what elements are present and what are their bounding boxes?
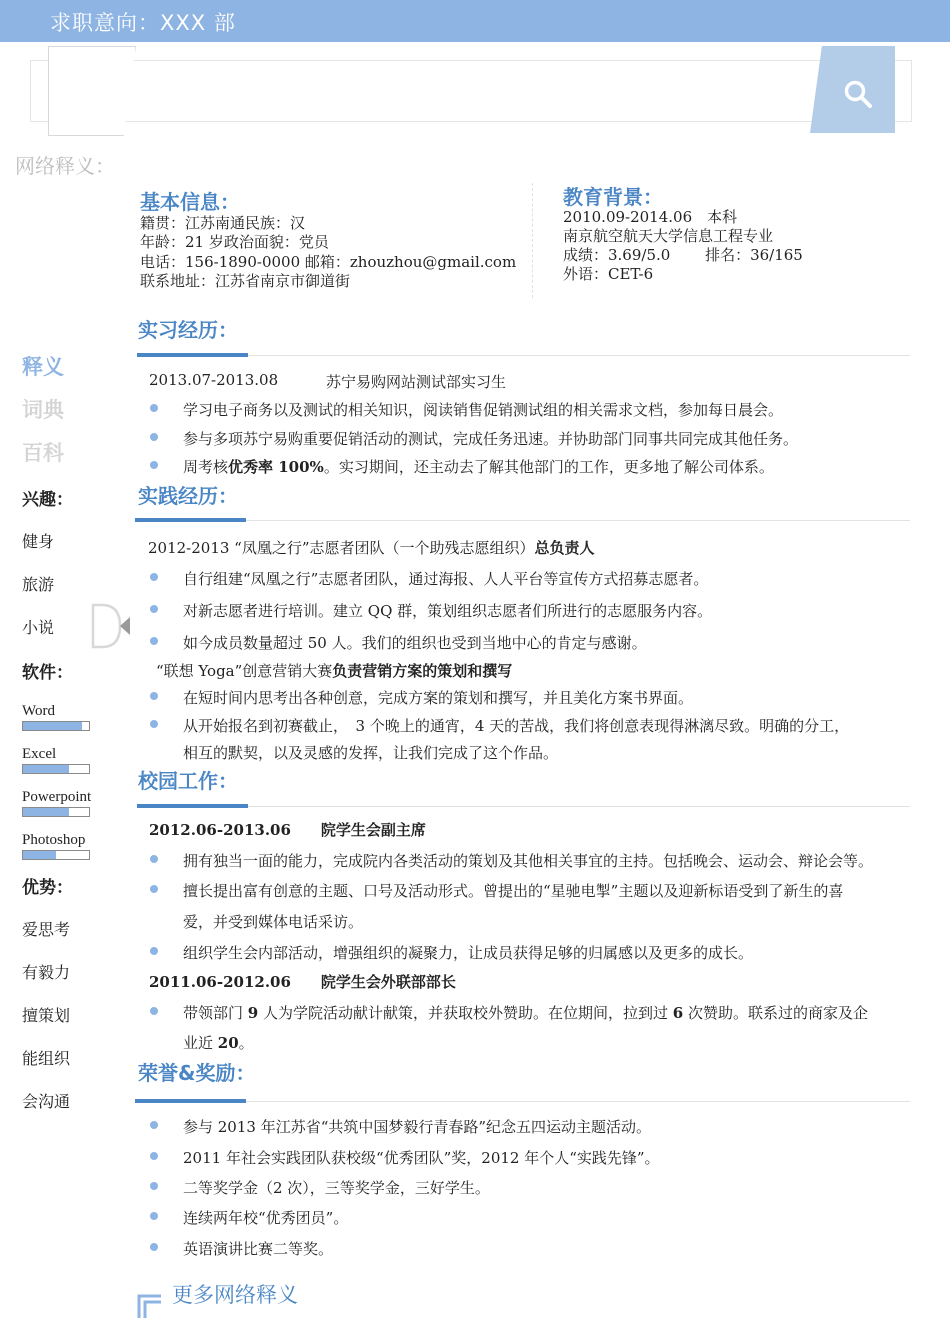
bullet	[150, 885, 158, 893]
tab-dictionary[interactable]: 词典	[22, 398, 64, 422]
search-box[interactable]	[30, 60, 912, 122]
internship-period: 2013.07-2013.08	[149, 371, 279, 389]
honor-item: 连续两年校“优秀团员”。	[183, 1209, 349, 1227]
search-icon	[843, 79, 873, 109]
internship-item: 参与多项苏宁易购重要促销活动的测试，完成任务迅速。并协助部门同事共同完成其他任务。	[183, 430, 799, 448]
campus-item-continued: 爱，并受到媒体电话采访。	[183, 913, 364, 931]
skill-level-fill	[23, 851, 56, 859]
bullet	[150, 433, 158, 441]
bullet	[150, 1007, 158, 1015]
skill-name: Word	[22, 703, 55, 719]
header-bar	[0, 0, 950, 42]
education-title: 教育背景：	[563, 185, 663, 209]
practice-item: 从开始报名到初赛截止， 3 个晚上的通宵，4 天的苦战，我们将创意表现得淋漓尽致。明确的分工，	[183, 717, 850, 735]
education-line: 南京航空航天大学信息工程专业	[563, 227, 774, 245]
practice-item: 自行组建“凤凰之行”志愿者团队，通过海报、人人平台等宣传方式招募志愿者。	[183, 570, 709, 588]
internship-item: 学习电子商务以及测试的相关知识，阅读销售促销测试组的相关需求文档，参加每日晨会。	[183, 401, 784, 419]
skill-level-fill	[23, 808, 69, 816]
interest-item: 旅游	[22, 575, 55, 594]
practice-item: 对新志愿者进行培训。建立 QQ 群，策划组织志愿者们所进行的志愿服务内容。	[183, 602, 713, 620]
bullet	[150, 404, 158, 412]
campus-item	[183, 1002, 868, 1023]
search-tab-shape	[48, 46, 136, 136]
strength-item: 擅策划	[22, 1006, 71, 1025]
bullet	[150, 1212, 158, 1220]
honor-item: 2011 年社会实践团队获校级“优秀团队”奖，2012 年个人“实践先锋”。	[183, 1149, 660, 1167]
practice-item: 如今成员数量超过 50 人。我们的组织也受到当地中心的肯定与感谢。	[183, 634, 647, 652]
skill-level-fill	[23, 722, 82, 730]
tab-definition[interactable]: 释义	[22, 355, 64, 379]
text-run: 人为学院活动献计献策，并获取校外赞助。在位期间，拉到过	[258, 1004, 673, 1022]
job-objective-title: 求职意向：XXX 部	[50, 11, 236, 35]
text-emphasis: 优秀率 100%	[228, 458, 324, 476]
tab-encyclopedia[interactable]: 百科	[22, 441, 64, 465]
text-run: 。	[238, 1034, 254, 1052]
honor-item: 英语演讲比赛二等奖。	[183, 1240, 334, 1258]
text-run: “联想 Yoga”创意营销大赛	[156, 662, 333, 680]
strength-item: 爱思考	[22, 920, 71, 939]
bullet	[150, 947, 158, 955]
internship-item	[183, 456, 774, 477]
education-line: 2010.09-2014.06 本科	[563, 208, 738, 226]
campus-title: 校园工作：	[138, 769, 238, 793]
more-corner-icon	[137, 1294, 163, 1320]
text-run: 周考核	[183, 458, 229, 476]
practice-org1	[148, 537, 595, 558]
strength-item: 会沟通	[22, 1092, 71, 1111]
strength-item: 有毅力	[22, 963, 71, 982]
web-definition-label: 网络释义：	[15, 154, 115, 178]
education-line: 外语：CET-6	[563, 265, 654, 283]
more-definitions-link[interactable]: 更多网络释义	[172, 1283, 298, 1307]
strengths-title: 优势：	[22, 878, 73, 898]
campus-job1: 2012.06-2013.06 院学生会副主席	[149, 821, 426, 839]
section-accent-bar	[135, 1099, 246, 1103]
education-line: 成绩：3.69/5.0 排名：36/165	[563, 246, 803, 264]
text-run: 2012-2013 “凤凰之行”志愿者团队（一个助残志愿组织）	[148, 539, 535, 557]
basic-info-title: 基本信息：	[140, 190, 240, 214]
software-title: 软件：	[22, 663, 73, 683]
basic-info-line: 电话：156-1890-0000 邮箱：zhouzhou@gmail.com	[140, 253, 517, 271]
bullet	[150, 1121, 158, 1129]
skill-level-bar	[22, 721, 90, 731]
text-run: 次赞助。联系过的商家及企	[683, 1004, 868, 1022]
bullet	[150, 1152, 158, 1160]
section-accent-bar	[137, 804, 248, 808]
internship-role: 苏宁易购网站测试部实习生	[326, 373, 507, 391]
campus-item: 拥有独当一面的能力，完成院内各类活动的策划及其他相关事宜的主持。包括晚会、运动会、辩论会等。	[183, 852, 874, 870]
basic-info-line: 籍贯：江苏南通民族：汉	[140, 214, 306, 232]
bullet	[150, 1182, 158, 1190]
practice-item-continued: 相互的默契，以及灵感的发挥，让我们完成了这个作品。	[183, 744, 559, 762]
practice-title: 实践经历：	[138, 484, 238, 508]
basic-info-line: 年龄：21 岁政治面貌：党员	[140, 233, 329, 251]
bullet	[150, 1243, 158, 1251]
section-accent-bar	[135, 518, 246, 522]
interest-item: 小说	[22, 618, 55, 637]
campus-item: 组织学生会内部活动，增强组织的凝聚力，让成员获得足够的归属感以及更多的成长。	[183, 944, 754, 962]
text-run: 业近	[183, 1034, 218, 1052]
honors-title: 荣誉&奖励：	[138, 1061, 256, 1085]
internship-title: 实习经历：	[138, 318, 238, 342]
practice-item: 在短时间内思考出各种创意，完成方案的策划和撰写，并且美化方案书界面。	[183, 689, 694, 707]
basic-info-line: 联系地址：江苏省南京市御道街	[140, 272, 351, 290]
search-button[interactable]	[810, 46, 895, 133]
text-run: 。实习期间，还主动去了解其他部门的工作，更多地了解公司体系。	[323, 458, 774, 476]
text-emphasis: 总负责人	[534, 539, 595, 557]
skill-name: Excel	[22, 746, 57, 762]
honor-item: 二等奖学金（2 次），三等奖学金，三好学生。	[183, 1179, 490, 1197]
bullet	[150, 461, 158, 469]
campus-job2: 2011.06-2012.06 院学生会外联部部长	[149, 973, 456, 991]
bullet	[150, 720, 158, 728]
strength-item: 能组织	[22, 1049, 71, 1068]
section-divider	[135, 1101, 910, 1102]
skill-name: Powerpoint	[22, 789, 92, 805]
skill-level-bar	[22, 850, 90, 860]
collapse-arrow-icon[interactable]	[90, 602, 132, 650]
text-emphasis: 6	[672, 1004, 684, 1022]
column-divider	[532, 183, 533, 298]
bullet	[150, 855, 158, 863]
section-accent-bar	[137, 353, 248, 357]
text-emphasis: 20	[217, 1034, 239, 1052]
skill-level-bar	[22, 764, 90, 774]
text-emphasis: 9	[247, 1004, 259, 1022]
bullet	[150, 692, 158, 700]
campus-item-continued	[183, 1032, 254, 1053]
campus-item: 擅长提出富有创意的主题、口号及活动形式。曾提出的“星驰电掣”主题以及迎新标语受到了新生的喜	[183, 882, 844, 900]
section-divider	[137, 355, 910, 356]
bullet	[150, 605, 158, 613]
interest-item: 健身	[22, 532, 55, 551]
practice-org2	[156, 660, 512, 681]
skill-name: Photoshop	[22, 832, 86, 848]
bullet	[150, 637, 158, 645]
interests-title: 兴趣：	[22, 490, 73, 510]
honor-item: 参与 2013 年江苏省“共筑中国梦毅行青春路”纪念五四运动主题活动。	[183, 1118, 652, 1136]
section-divider	[137, 806, 910, 807]
section-divider	[135, 520, 910, 521]
text-run: 带领部门	[183, 1004, 248, 1022]
skill-level-fill	[23, 765, 69, 773]
text-emphasis: 负责营销方案的策划和撰写	[332, 662, 513, 680]
skill-level-bar	[22, 807, 90, 817]
bullet	[150, 573, 158, 581]
